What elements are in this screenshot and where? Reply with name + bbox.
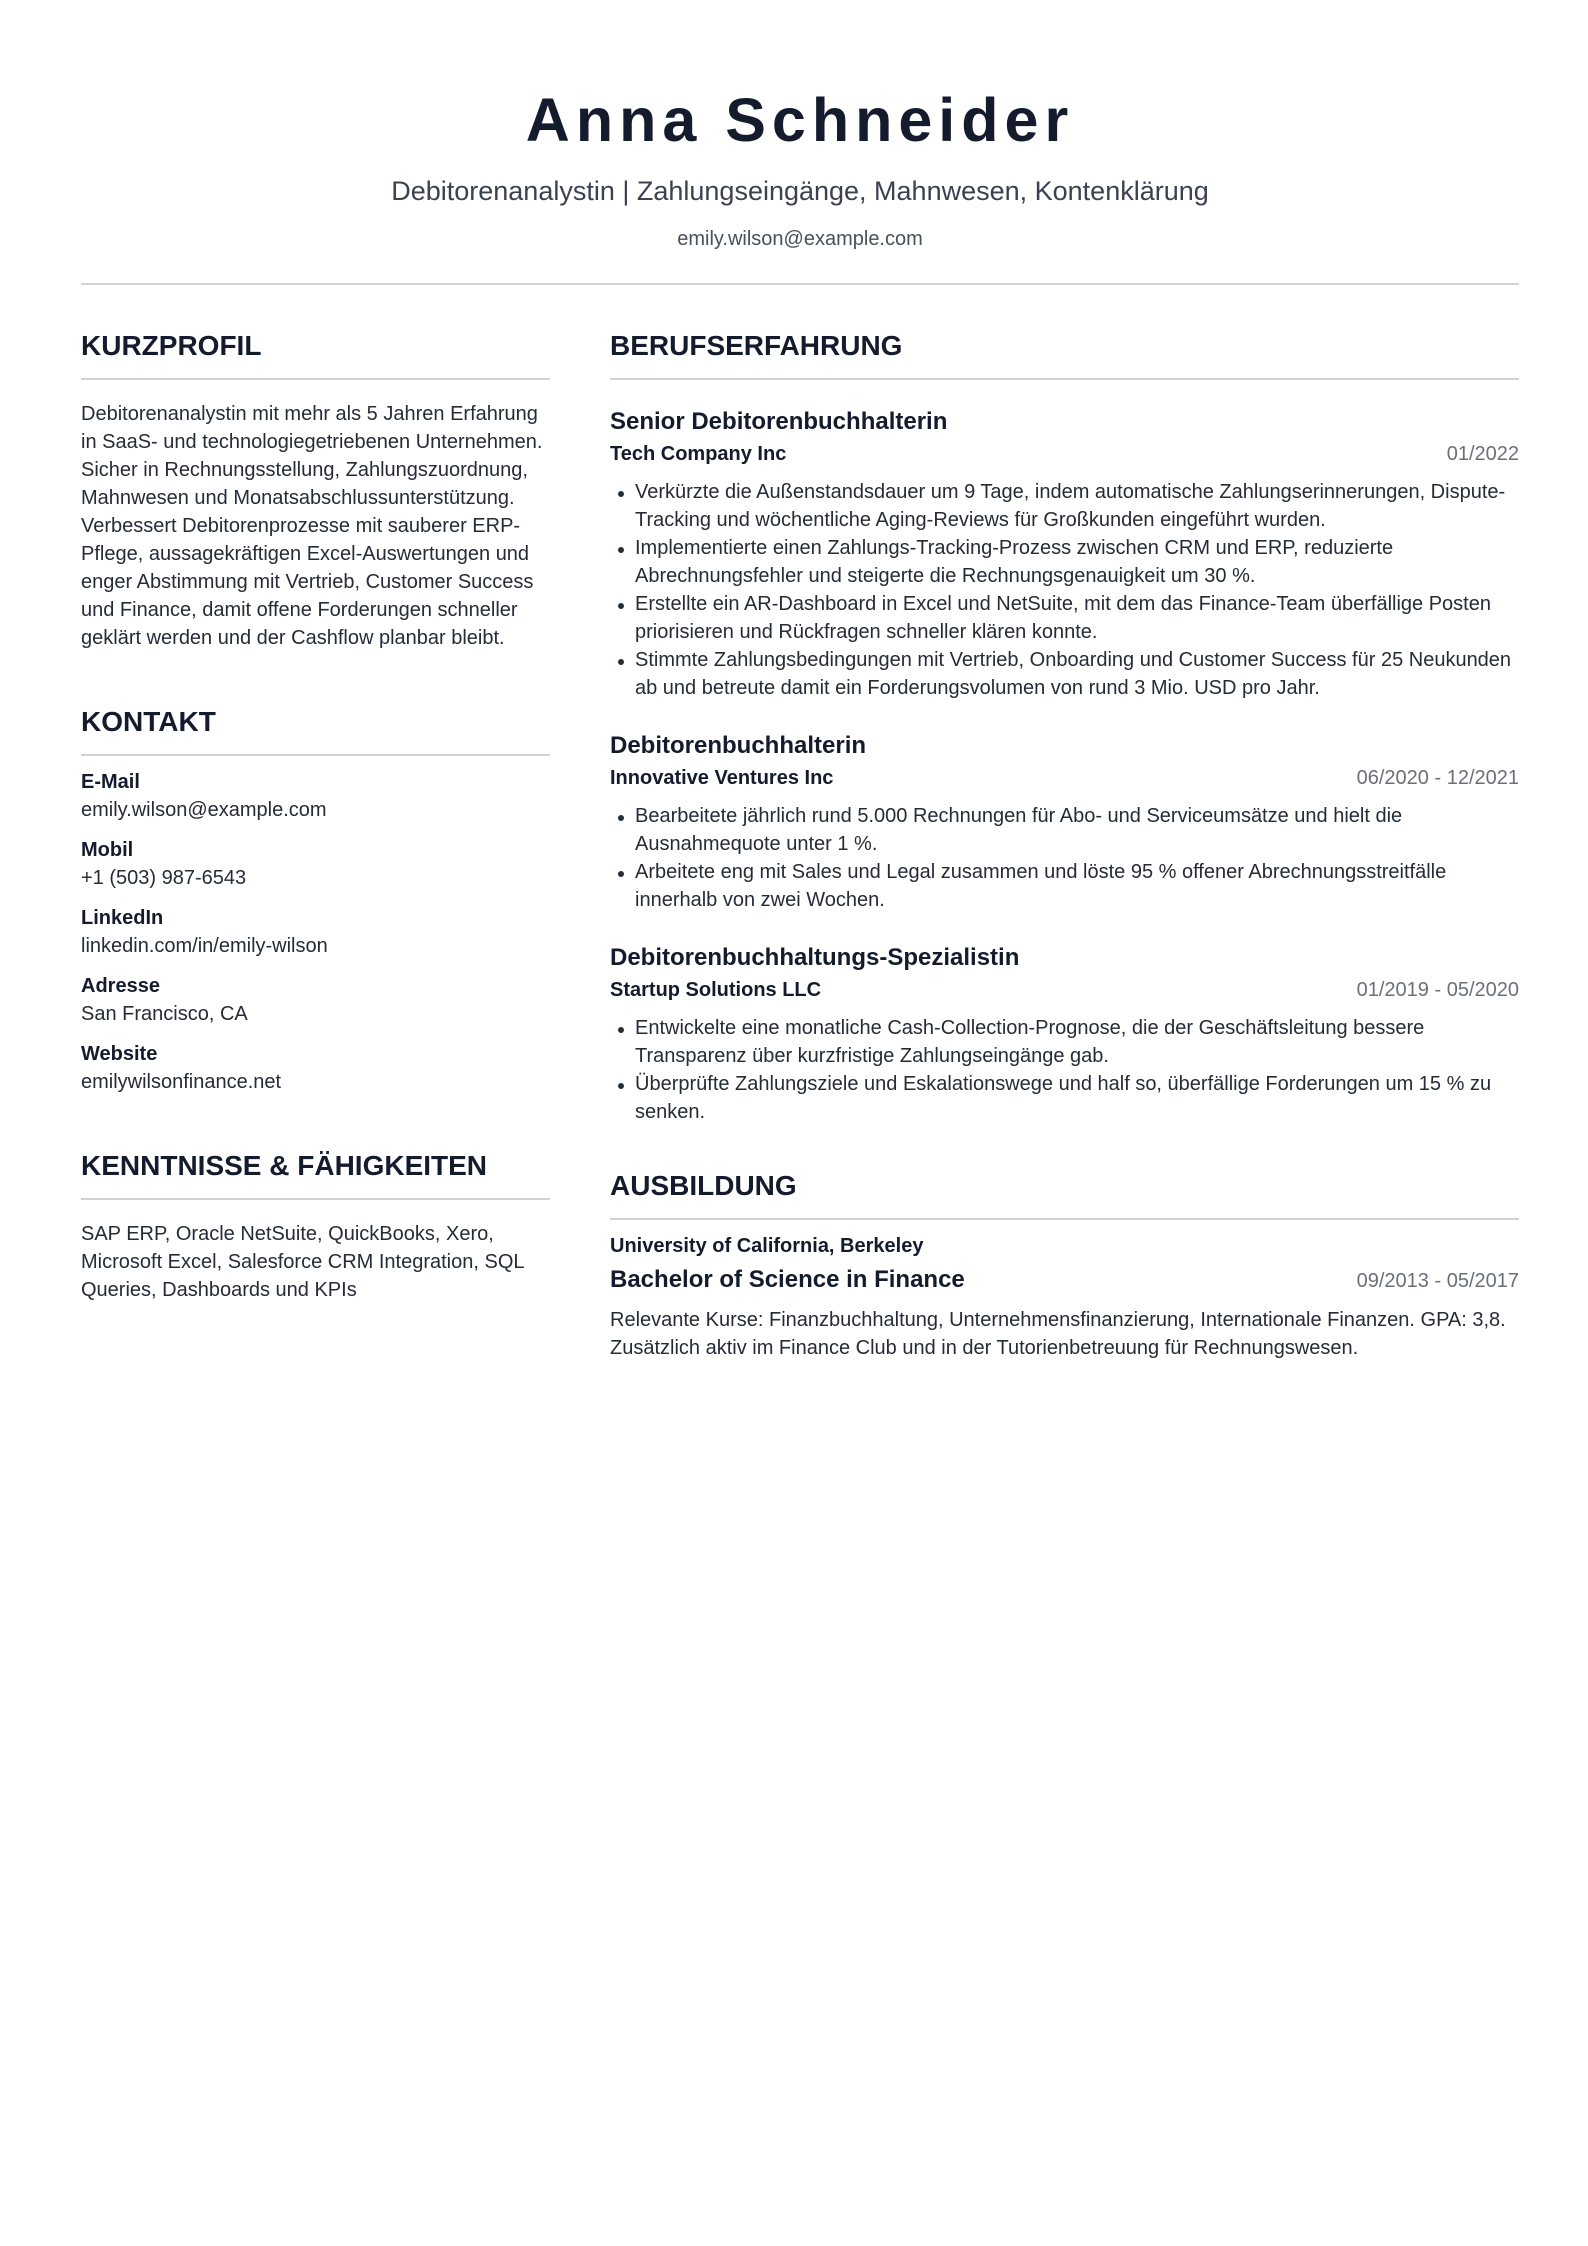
job-bullets — [610, 478, 1519, 702]
left-column — [81, 326, 550, 1304]
contact-label: Mobil — [81, 839, 134, 861]
contact-website-value[interactable]: emilywilsonfinance.net — [81, 1071, 282, 1093]
job-bullet: Implementierte einen Zahlungs-Tracking-Prozess zwischen CRM und ERP, reduzierte Abrechnungsfehler und steigerte die Rechnungsgenauigkeit um 30 %. — [610, 534, 1519, 590]
job-entry — [610, 406, 1519, 702]
job-company: Startup Solutions LLC — [610, 979, 822, 1001]
job-bullet: Arbeitete eng mit Sales und Legal zusammen und löste 95 % offener Abrechnungsstreitfälle innerhalb von zwei Wochen. — [610, 858, 1519, 914]
job-meta — [610, 764, 1519, 792]
profile-text: Debitorenanalystin mit mehr als 5 Jahren Erfahrung in SaaS- und technologiegetriebenen Unternehmen. Sicher in Rechnungsstellung, Zahlungszuordnung, Mahnwesen und Monatsabschlussunterstützung. Verbessert Debitorenprozesse mit sauberer ERP-Pflege, aussagekräftigen Excel-Auswertungen und enger Abstimmung mit Vertrieb, Customer Success und Finance, damit offene Forderungen schneller geklärt werden und der Cashflow planbar bleibt. — [81, 403, 543, 649]
job-date: 01/2019 - 05/2020 — [1356, 979, 1519, 1001]
contact-label: Website — [81, 1043, 158, 1065]
job-date: 01/2022 — [1446, 443, 1519, 465]
job-bullet: Stimmte Zahlungsbedingungen mit Vertrieb, Onboarding und Customer Success für 25 Neukunden ab und betreute damit ein Forderungsvolumen von rund 3 Mio. USD pro Jahr. — [610, 646, 1519, 702]
skills-text: SAP ERP, Oracle NetSuite, QuickBooks, Xero, Microsoft Excel, Salesforce CRM Integration, SQL Queries, Dashboards und KPIs — [81, 1223, 524, 1301]
job-company: Tech Company Inc — [610, 443, 787, 465]
contact-list — [81, 768, 550, 1096]
contact-section — [81, 702, 550, 1096]
job-bullet: Verkürzte die Außenstandsdauer um 9 Tage, indem automatische Zahlungserinnerungen, Dispute-Tracking und wöchentliche Aging-Reviews für Großkunden eingeführt wurden. — [610, 478, 1519, 534]
profile-section-title: KURZPROFIL — [81, 326, 550, 380]
job-date: 06/2020 - 12/2021 — [1356, 767, 1519, 789]
job-bullets — [610, 802, 1519, 914]
job-bullet: Bearbeitete jährlich rund 5.000 Rechnungen für Abo- und Serviceumsätze und hielt die Ausnahmequote unter 1 %. — [610, 802, 1519, 858]
contact-label: LinkedIn — [81, 907, 164, 929]
job-bullets — [610, 1014, 1519, 1126]
contact-label: E-Mail — [81, 771, 140, 793]
contact-linkedin-value[interactable]: linkedin.com/in/emily-wilson — [81, 935, 328, 957]
profile-section — [81, 326, 550, 652]
contact-item-linkedin — [81, 904, 550, 960]
candidate-headline: Debitorenanalystin | Zahlungseingänge, Mahnwesen, Kontenklärung — [391, 176, 1209, 206]
education-degree: Bachelor of Science in Finance — [610, 1266, 965, 1293]
education-section-title: AUSBILDUNG — [610, 1166, 1519, 1220]
contact-label: Adresse — [81, 975, 160, 997]
job-entry — [610, 730, 1519, 914]
contact-email-value[interactable]: emily.wilson@example.com — [81, 799, 327, 821]
job-entry — [610, 942, 1519, 1126]
job-meta — [610, 976, 1519, 1004]
contact-item-address — [81, 972, 550, 1028]
job-title: Debitorenbuchhaltungs-Spezialistin — [610, 944, 1020, 971]
job-company: Innovative Ventures Inc — [610, 767, 834, 789]
job-meta — [610, 440, 1519, 468]
contact-address-value: San Francisco, CA — [81, 1003, 248, 1025]
right-column — [610, 326, 1519, 1362]
job-bullet: Überprüfte Zahlungsziele und Eskalationswege und half so, überfällige Forderungen um 15 % zu senken. — [610, 1070, 1519, 1126]
education-section — [610, 1166, 1519, 1362]
contact-item-website — [81, 1040, 550, 1096]
contact-mobile-value[interactable]: +1 (503) 987-6543 — [81, 867, 247, 889]
education-date: 09/2013 - 05/2017 — [1356, 1270, 1519, 1292]
education-description: Relevante Kurse: Finanzbuchhaltung, Unternehmensfinanzierung, Internationale Finanzen. GPA: 3,8. Zusätzlich aktiv im Finance Club und in der Tutorienbetreuung für Rechnungswesen. — [610, 1309, 1506, 1359]
header-divider — [81, 283, 1519, 285]
resume-header — [81, 0, 1519, 252]
education-row — [610, 1264, 1519, 1296]
job-title: Senior Debitorenbuchhalterin — [610, 408, 948, 435]
contact-item-email — [81, 768, 550, 824]
candidate-name: Anna Schneider — [525, 86, 1075, 154]
resume-page — [81, 0, 1519, 1359]
header-email[interactable]: emily.wilson@example.com — [677, 228, 923, 250]
skills-section-title: KENNTNISSE & FÄHIGKEITEN — [81, 1146, 550, 1200]
job-title: Debitorenbuchhalterin — [610, 732, 867, 759]
experience-section-title: BERUFSERFAHRUNG — [610, 326, 1519, 380]
job-bullet: Erstellte ein AR-Dashboard in Excel und NetSuite, mit dem das Finance-Team überfällige Posten priorisieren und Rückfragen schneller klären konnte. — [610, 590, 1519, 646]
education-school: University of California, Berkeley — [610, 1235, 924, 1257]
skills-section — [81, 1146, 550, 1304]
experience-section — [610, 326, 1519, 1126]
job-bullet: Entwickelte eine monatliche Cash-Collection-Prognose, die der Geschäftsleitung bessere Transparenz über kurzfristige Zahlungseingänge gab. — [610, 1014, 1519, 1070]
contact-section-title: KONTAKT — [81, 702, 550, 756]
contact-item-mobile — [81, 836, 550, 892]
